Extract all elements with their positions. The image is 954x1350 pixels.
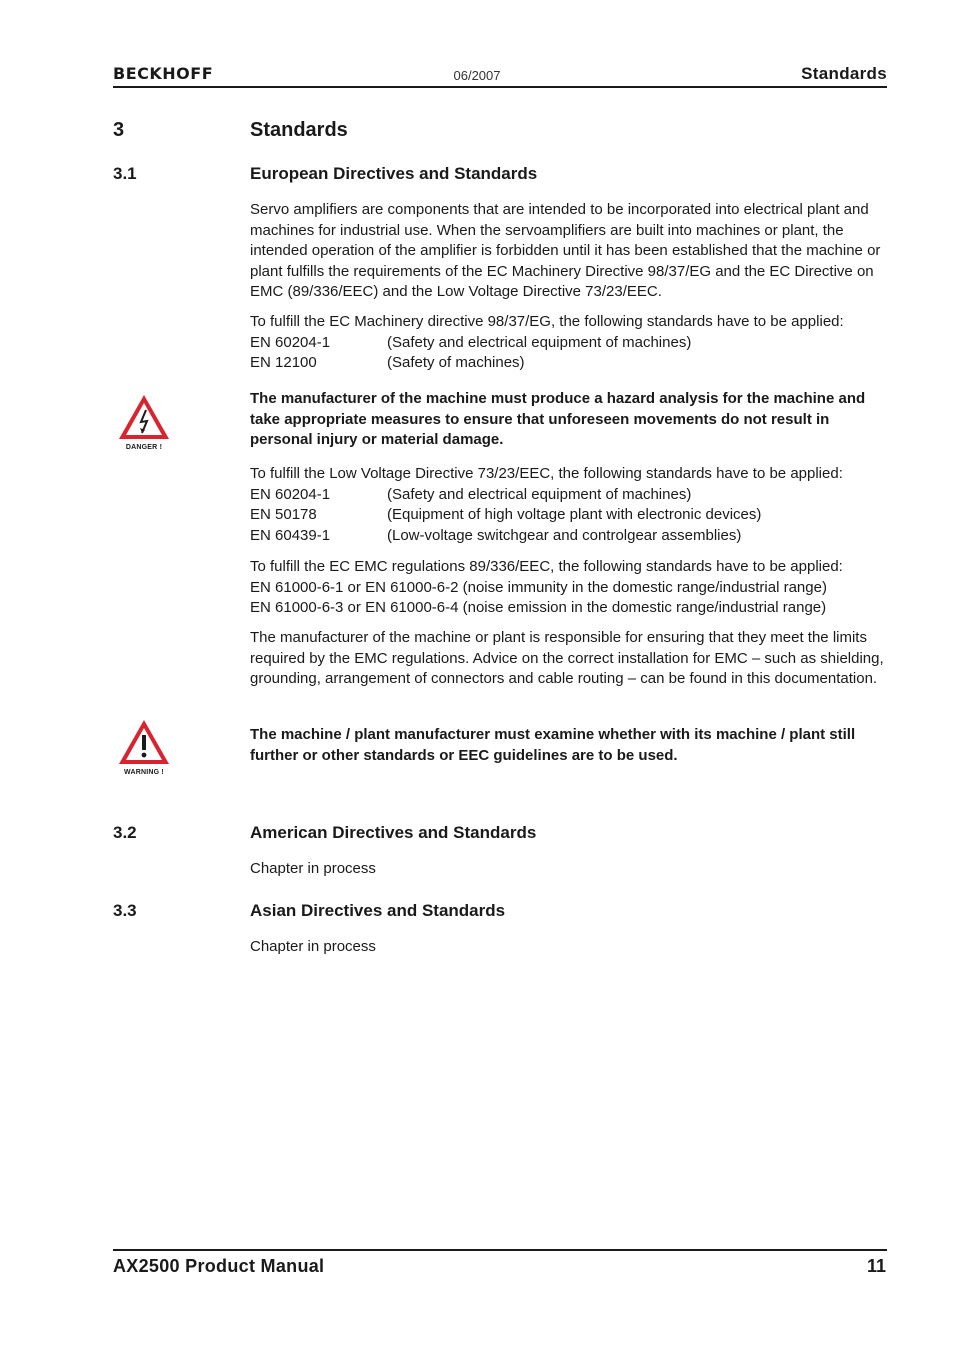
machinery-intro: To fulfill the EC Machinery directive 98/37/EG, the following standards have to be applied: — [250, 313, 844, 330]
header-date: 06/2007 — [453, 68, 501, 83]
chapter-number: 3 — [113, 119, 125, 141]
danger-icon — [117, 393, 171, 451]
low-voltage-intro: To fulfill the Low Voltage Directive 73/23/EEC, the following standards have to be applied: — [250, 465, 843, 482]
danger-notice: The manufacturer of the machine must produce a hazard analysis for the machine and take appropriate measures to ensure that unforeseen movements do not result in personal injury or material damage. — [250, 390, 866, 448]
section-3-2-body: Chapter in process — [250, 860, 376, 877]
standard-code: EN 60439-1 — [250, 526, 331, 544]
emc-intro: To fulfill the EC EMC regulations 89/336/EEC, the following standards have to be applied: — [250, 558, 843, 575]
footer-manual-title: AX2500 Product Manual — [113, 1256, 325, 1276]
section-3-1-number: 3.1 — [113, 164, 137, 183]
standard-desc: (Equipment of high voltage plant with electronic devices) — [387, 506, 762, 523]
warning-icon — [117, 718, 171, 776]
low-voltage-directive-block — [250, 464, 890, 546]
emc-directive-block — [250, 557, 890, 619]
header-section-title: Standards — [801, 64, 887, 83]
emc-standard-line: EN 61000-6-1 or EN 61000-6-2 (noise immunity in the domestic range/industrial range) — [250, 578, 827, 596]
section-3-1-title: European Directives and Standards — [250, 164, 538, 183]
standard-desc: (Safety and electrical equipment of machines) — [387, 333, 692, 351]
machinery-directive-block — [250, 312, 890, 374]
section-3-2-title: American Directives and Standards — [250, 823, 537, 842]
page-number: 11 — [866, 1256, 886, 1276]
emc-standard-line: EN 61000-6-3 or EN 61000-6-4 (noise emission in the domestic range/industrial range) — [250, 599, 827, 616]
standard-code: EN 50178 — [250, 506, 317, 523]
standard-desc: (Low-voltage switchgear and controlgear assemblies) — [387, 526, 742, 544]
standard-row — [250, 505, 890, 526]
chapter-title: Standards — [250, 119, 348, 141]
section-3-2-number: 3.2 — [113, 823, 137, 842]
brand-logo: BECKHOFF — [113, 64, 214, 83]
warning-notice: The machine / plant manufacturer must examine whether with its machine / plant still further or other standards or EEC guidelines are to be used. — [250, 726, 856, 764]
section-3-3-title: Asian Directives and Standards — [250, 901, 506, 920]
warning-label: WARNING ! — [124, 769, 164, 776]
standard-row — [250, 353, 890, 374]
standard-desc: (Safety and electrical equipment of machines) — [387, 485, 692, 503]
standard-row — [250, 333, 890, 354]
standard-row — [250, 526, 890, 547]
danger-label: DANGER ! — [125, 444, 163, 451]
header-rule — [113, 86, 887, 88]
standard-code: EN 60204-1 — [250, 485, 331, 503]
section-3-3-body: Chapter in process — [250, 938, 376, 955]
section-3-3-number: 3.3 — [113, 901, 137, 920]
standard-code: EN 60204-1 — [250, 333, 331, 351]
standard-code: EN 12100 — [250, 354, 317, 371]
standard-desc: (Safety of machines) — [387, 354, 525, 371]
paragraph-emc-responsibility: The manufacturer of the machine or plant is responsible for ensuring that they meet the limits required by the EMC regulations. Advice on the correct installation for EMC – such as shielding, grounding, arrangement of connectors and cable routing – can be found in this documentation. — [250, 629, 884, 687]
standard-row — [250, 485, 890, 506]
paragraph-intro: Servo amplifiers are components that are intended to be incorporated into electrical plant and machines for industrial use. When the servoamplifiers are built into machines or plant, the intended operation of the amplifier is forbidden until it has been established that the machine or plant fulfills the requirements of the EC Machinery Directive 98/37/EG and the EC Directive on EMC (89/336/EEC) and the Low Voltage Directive 73/23/EEC. — [250, 201, 881, 300]
footer-rule — [113, 1249, 887, 1251]
